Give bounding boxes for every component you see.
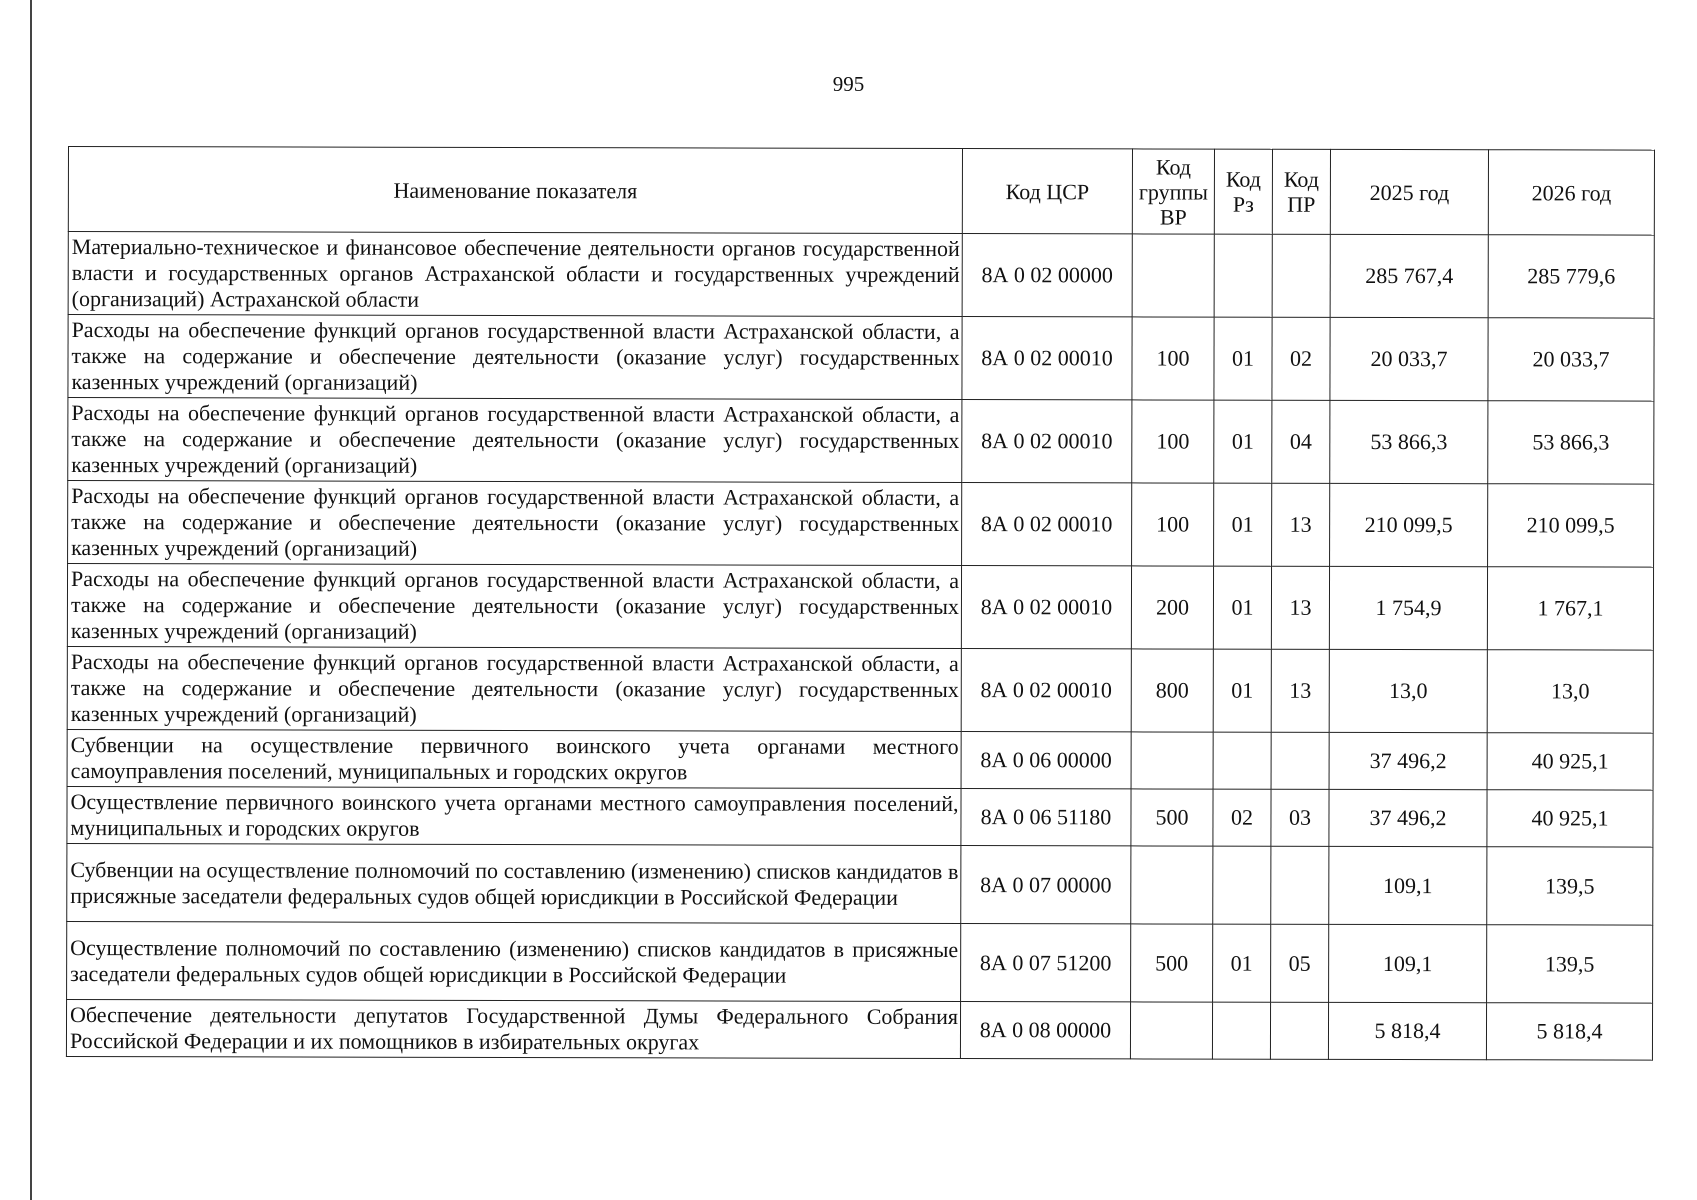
cell-csr: 8А 0 06 51180 xyxy=(961,789,1131,846)
cell-csr: 8А 0 02 00000 xyxy=(962,234,1132,317)
cell-vr xyxy=(1131,846,1213,924)
cell-vr: 100 xyxy=(1132,483,1214,566)
cell-vr: 500 xyxy=(1131,789,1213,846)
header-pr: Код ПР xyxy=(1272,149,1330,234)
cell-csr: 8А 0 02 00010 xyxy=(961,649,1131,732)
cell-name: Субвенции на осуществление первичного воинского учета органами местного самоуправления поселений, муниципальных и городских округов xyxy=(67,729,961,788)
cell-vr: 100 xyxy=(1132,317,1214,400)
table-header-row xyxy=(68,147,1654,236)
cell-2026: 5 818,4 xyxy=(1486,1003,1652,1060)
cell-pr: 13 xyxy=(1271,566,1329,649)
cell-vr: 500 xyxy=(1131,924,1213,1002)
cell-rz: 02 xyxy=(1213,789,1271,846)
cell-name: Обеспечение деятельности депутатов Государственной Думы Федерального Собрания Российской Федерации и их помощников в избирательных округах xyxy=(66,999,960,1058)
table-row xyxy=(67,729,1653,790)
header-2025: 2025 год xyxy=(1330,149,1488,234)
cell-name: Осуществление полномочий по составлению (изменению) списков кандидатов в присяжные заседатели федеральных судов общей юрисдикции в Российской Федерации xyxy=(67,921,961,1001)
cell-name: Расходы на обеспечение функций органов государственной власти Астраханской области, а также на содержание и обеспечение деятельности (оказание услуг) государственных казенных учреждений (организаций) xyxy=(68,398,962,483)
budget-table xyxy=(66,146,1655,1061)
cell-name: Расходы на обеспечение функций органов государственной власти Астраханской области, а также на содержание и обеспечение деятельности (оказание услуг) государственных казенных учреждений (организаций) xyxy=(68,315,962,400)
cell-rz xyxy=(1213,732,1271,789)
cell-2026: 210 099,5 xyxy=(1488,484,1654,567)
table-row xyxy=(67,564,1653,651)
cell-2026: 139,5 xyxy=(1487,847,1653,925)
cell-vr: 800 xyxy=(1131,649,1213,732)
cell-csr: 8А 0 08 00000 xyxy=(960,1002,1130,1059)
cell-2025: 1 754,9 xyxy=(1329,566,1487,649)
cell-pr: 05 xyxy=(1271,924,1329,1002)
cell-2025: 37 496,2 xyxy=(1329,732,1487,789)
cell-name: Материально-техническое и финансовое обеспечение деятельности органов государственной власти и государственных органов Астраханской области и государственных учреждений (организаций) Астраханской области xyxy=(68,232,962,317)
cell-rz: 01 xyxy=(1213,649,1271,732)
cell-2025: 109,1 xyxy=(1329,846,1487,924)
cell-pr: 13 xyxy=(1272,483,1330,566)
cell-csr: 8А 0 02 00010 xyxy=(962,317,1132,400)
header-name: Наименование показателя xyxy=(68,147,962,234)
cell-2025: 20 033,7 xyxy=(1330,317,1488,400)
cell-pr: 04 xyxy=(1272,400,1330,483)
cell-name: Осуществление первичного воинского учета органами местного самоуправления поселений, муниципальных и городских округов xyxy=(67,786,961,845)
table-row xyxy=(67,843,1653,925)
cell-csr: 8А 0 07 00000 xyxy=(961,846,1131,924)
cell-pr xyxy=(1271,846,1329,924)
cell-vr: 100 xyxy=(1132,400,1214,483)
cell-2026: 40 925,1 xyxy=(1487,790,1653,847)
cell-2025: 5 818,4 xyxy=(1328,1002,1486,1059)
table-row xyxy=(67,921,1653,1003)
cell-pr xyxy=(1270,1002,1328,1059)
cell-rz xyxy=(1214,234,1272,317)
header-2026: 2026 год xyxy=(1488,150,1654,235)
cell-2025: 37 496,2 xyxy=(1329,789,1487,846)
cell-2026: 53 866,3 xyxy=(1488,401,1654,484)
cell-vr: 200 xyxy=(1131,566,1213,649)
header-vr: Код группы ВР xyxy=(1132,149,1214,234)
cell-vr xyxy=(1132,234,1214,317)
cell-2025: 109,1 xyxy=(1329,924,1487,1002)
cell-rz: 01 xyxy=(1213,924,1271,1002)
cell-2025: 285 767,4 xyxy=(1330,234,1488,317)
cell-name: Расходы на обеспечение функций органов государственной власти Астраханской области, а также на содержание и обеспечение деятельности (оказание услуг) государственных казенных учреждений (организаций) xyxy=(67,646,961,731)
cell-rz: 01 xyxy=(1213,566,1271,649)
cell-name: Расходы на обеспечение функций органов государственной власти Астраханской области, а также на содержание и обеспечение деятельности (оказание услуг) государственных казенных учреждений (организаций) xyxy=(68,481,962,566)
header-csr: Код ЦСР xyxy=(962,149,1132,234)
cell-2026: 139,5 xyxy=(1487,925,1653,1003)
cell-rz: 01 xyxy=(1214,483,1272,566)
cell-pr xyxy=(1271,732,1329,789)
cell-pr: 02 xyxy=(1272,317,1330,400)
table-row xyxy=(67,786,1653,847)
cell-vr xyxy=(1131,732,1213,789)
cell-csr: 8А 0 06 00000 xyxy=(961,732,1131,789)
table-row xyxy=(68,398,1654,485)
table-row xyxy=(68,481,1654,568)
cell-pr: 03 xyxy=(1271,789,1329,846)
cell-csr: 8А 0 02 00010 xyxy=(962,483,1132,566)
table-row xyxy=(67,646,1653,733)
cell-name: Субвенции на осуществление полномочий по составлению (изменению) списков кандидатов в присяжные заседатели федеральных судов общей юрисдикции в Российской Федерации xyxy=(67,843,961,923)
cell-2025: 210 099,5 xyxy=(1330,483,1488,566)
cell-csr: 8А 0 02 00010 xyxy=(961,566,1131,649)
cell-csr: 8А 0 07 51200 xyxy=(961,924,1131,1002)
cell-2026: 1 767,1 xyxy=(1487,567,1653,650)
cell-pr: 13 xyxy=(1271,649,1329,732)
table-row xyxy=(68,315,1654,402)
cell-name: Расходы на обеспечение функций органов государственной власти Астраханской области, а также на содержание и обеспечение деятельности (оказание услуг) государственных казенных учреждений (организаций) xyxy=(67,564,961,649)
cell-rz xyxy=(1213,846,1271,924)
table-row xyxy=(68,232,1654,319)
left-margin-line xyxy=(30,0,32,1200)
cell-rz: 01 xyxy=(1214,400,1272,483)
cell-2026: 20 033,7 xyxy=(1488,318,1654,401)
page-number: 995 xyxy=(832,72,865,96)
cell-2026: 13,0 xyxy=(1487,650,1653,733)
header-rz: Код Рз xyxy=(1214,149,1272,234)
cell-2025: 13,0 xyxy=(1329,649,1487,732)
cell-2025: 53 866,3 xyxy=(1330,400,1488,483)
cell-2026: 40 925,1 xyxy=(1487,733,1653,790)
cell-2026: 285 779,6 xyxy=(1488,235,1654,318)
cell-csr: 8А 0 02 00010 xyxy=(962,400,1132,483)
cell-rz xyxy=(1212,1002,1270,1059)
cell-pr xyxy=(1272,234,1330,317)
table-row xyxy=(66,999,1652,1060)
cell-rz: 01 xyxy=(1214,317,1272,400)
cell-vr xyxy=(1130,1002,1212,1059)
